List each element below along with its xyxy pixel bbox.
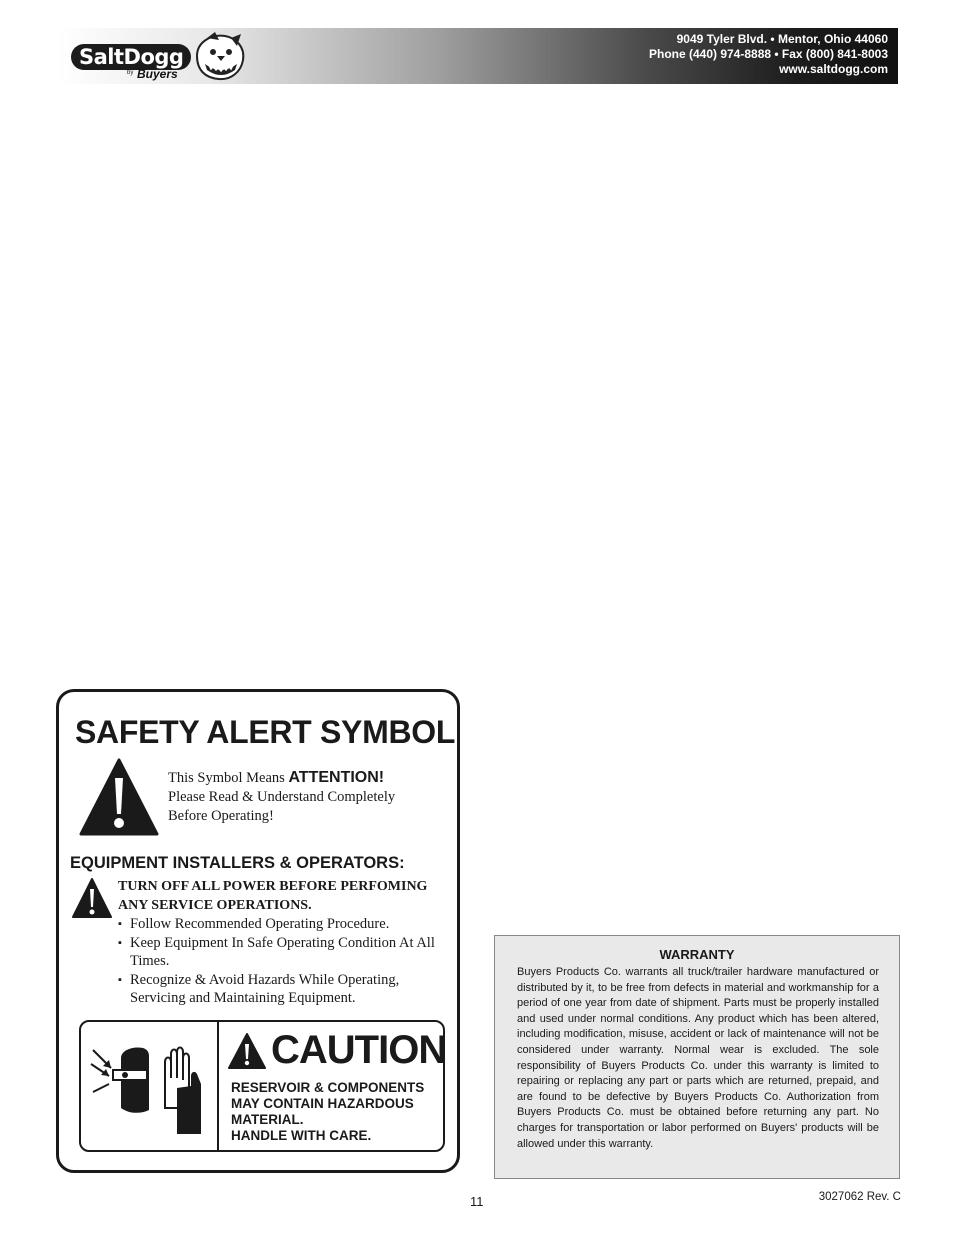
- caution-line-2: MAY CONTAIN HAZARDOUS: [231, 1096, 414, 1111]
- caution-label: [79, 1020, 445, 1152]
- symbol-means-text: This Symbol Means: [168, 770, 285, 786]
- caution-message: [231, 1080, 424, 1144]
- list-item: ▪ Keep Equipment In Safe Operating Condition At All Times.: [118, 934, 453, 971]
- power-off-line-1: TURN OFF ALL POWER BEFORE PERFOMING: [118, 879, 428, 894]
- bulldog-mascot-icon: [191, 32, 247, 82]
- caution-word: CAUTION: [271, 1028, 447, 1072]
- caution-line-4: HANDLE WITH CARE.: [231, 1128, 372, 1143]
- instruction-list: [118, 915, 453, 1008]
- installers-instructions: [118, 878, 453, 1008]
- page-header: [57, 28, 898, 84]
- caution-triangle-icon: [227, 1032, 267, 1070]
- phone-fax-line: Phone (440) 974-8888 • Fax (800) 841-8003: [648, 47, 888, 61]
- website-link[interactable]: www.saltdogg.com: [779, 62, 888, 76]
- page-number: 11: [470, 1194, 484, 1209]
- contact-info: [649, 32, 888, 77]
- logo-buyers: Buyers: [137, 67, 178, 81]
- logo-by: by: [127, 70, 134, 76]
- list-item: ▪ Follow Recommended Operating Procedure.: [118, 915, 453, 934]
- logo-wordmark: SaltDogg: [71, 44, 191, 70]
- warranty-box: [494, 935, 900, 1179]
- read-line-2: Before Operating!: [168, 808, 274, 824]
- safety-alert-box: [56, 689, 460, 1173]
- attention-text: [168, 768, 395, 826]
- saltdogg-logo: [67, 34, 247, 80]
- caution-line-3: MATERIAL.: [231, 1112, 304, 1127]
- address-line: 9049 Tyler Blvd. • Mentor, Ohio 44060: [676, 32, 888, 46]
- power-off-line-2: ANY SERVICE OPERATIONS.: [118, 897, 312, 913]
- warranty-body: Buyers Products Co. warrants all truck/trailer hardware manufactured or distributed by it, to be free from defects in material and workmanship for a period of one year from date of shipment. Parts must be properly installed and used under normal conditions. Any product which has been altered, including modification, misuse, accident or lack of maintenance will not be considered under warranty. Normal wear is excluded. The sole responsibility of Buyers Products Co. under this warranty is limited to repairing or replacing any part or parts which are returned, prepaid, and are found to be defective by Buyers Products Co. Authorization from Buyers Products Co. must be obtained before returning any part. No charges for transportation or labor performed on Buyers' products will be allowed under this warranty.: [517, 966, 879, 1150]
- warning-triangle-icon: [79, 758, 159, 836]
- list-item: ▪ Recognize & Avoid Hazards While Operating, Servicing and Maintaining Equipment.: [118, 971, 453, 1008]
- caution-line-1: RESERVOIR & COMPONENTS: [231, 1080, 425, 1095]
- attention-label: ATTENTION!: [288, 769, 385, 786]
- warranty-title: WARRANTY: [659, 947, 735, 962]
- installers-title: EQUIPMENT INSTALLERS & OPERATORS:: [70, 854, 405, 872]
- read-line-1: Please Read & Understand Completely: [168, 789, 396, 805]
- document-id: 3027062 Rev. C: [818, 1191, 901, 1203]
- caution-panel: [219, 1022, 447, 1150]
- face-shield-gloves-icon: [89, 1044, 211, 1134]
- warning-triangle-small-icon: [71, 877, 113, 919]
- ppe-panel: [81, 1022, 219, 1150]
- safety-title: SAFETY ALERT SYMBOL: [75, 714, 456, 750]
